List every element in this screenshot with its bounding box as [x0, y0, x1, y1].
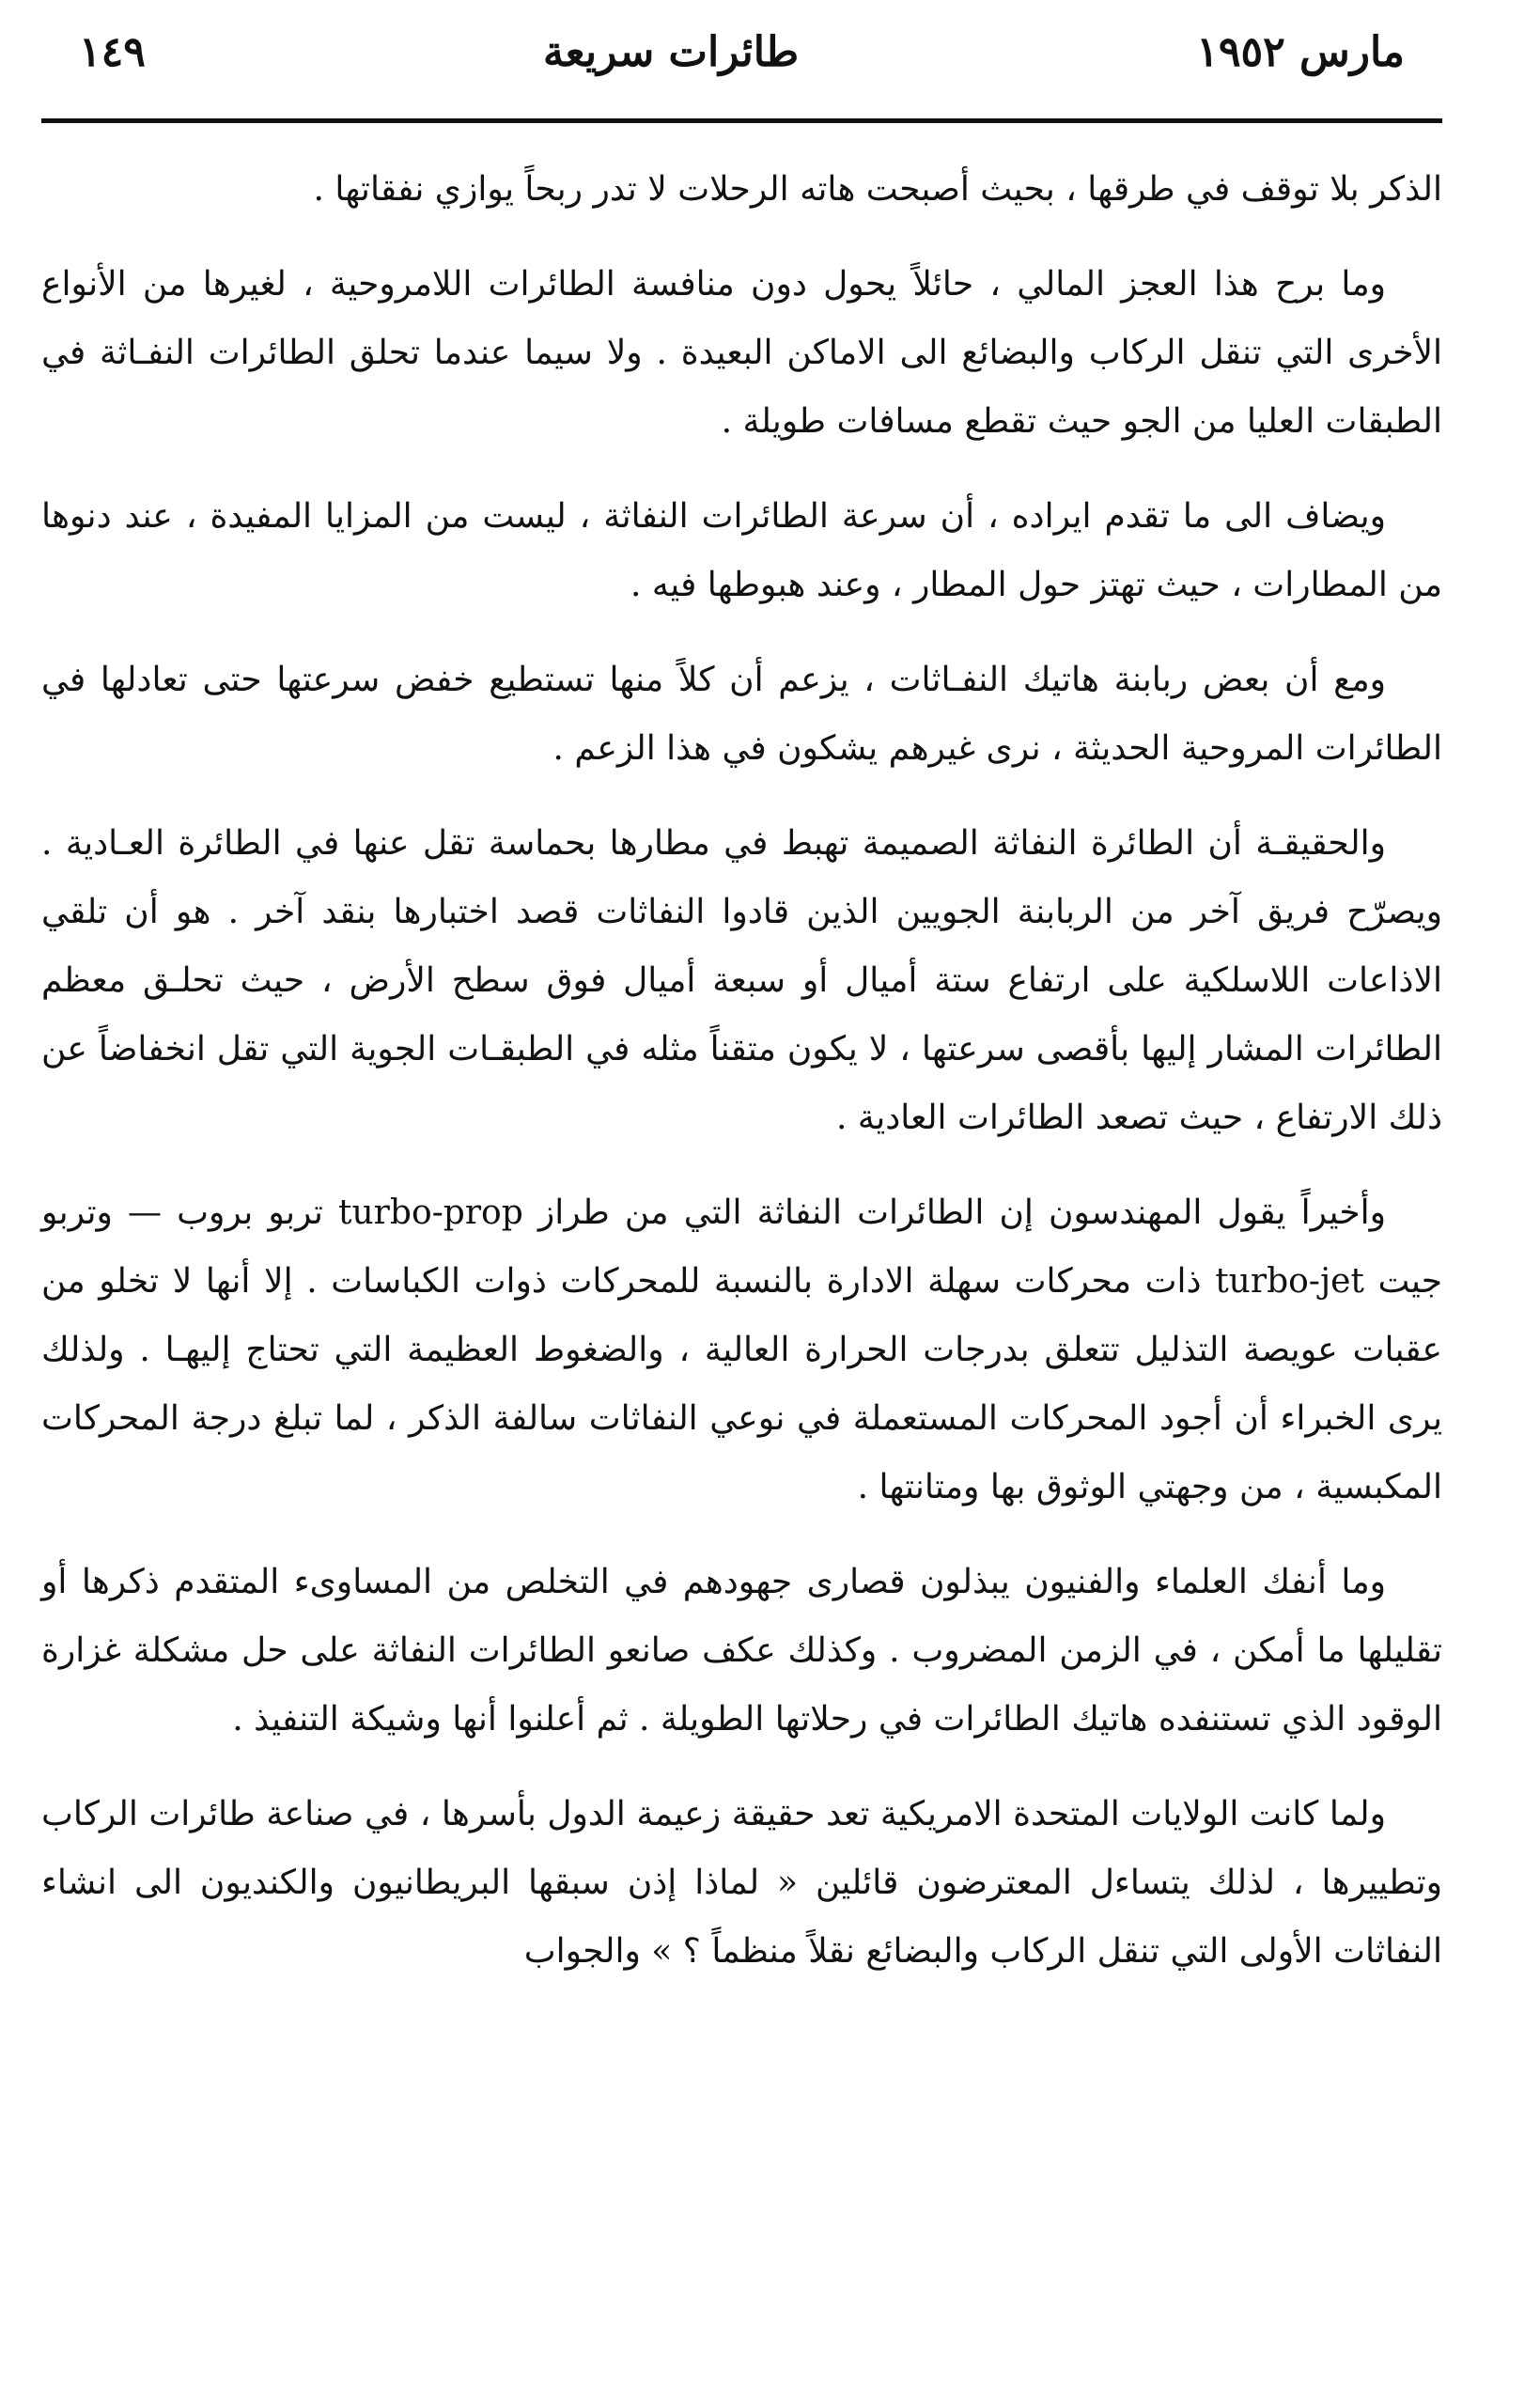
paragraph: وما أنفك العلماء والفنيون يبذلون قصارى جهودهم في التخلص من المساوىء المتقدم ذكرها أو تقليلها ما أمكن ، في الزمن المضروب . وكذلك عكف صانعو الطائرات النفاثة على حل مشكلة غزارة الوقود الذي تستنفده هاتيك الطائرات في رحلاتها الطويلة . ثم أعلنوا أنها وشيكة التنفيذ .	[41, 1563, 1442, 1739]
header-rule	[41, 118, 1442, 123]
header-title: طائرات سريعة	[543, 28, 800, 76]
running-head	[41, 28, 1442, 96]
paragraph: ولما كانت الولايات المتحدة الامريكية تعد حقيقة زعيمة الدول بأسرها ، في صناعة طائرات الركاب وتطييرها ، لذلك يتساءل المعترضون قائلين « لماذا إذن سبقها البريطانيون والكنديون الى انشاء النفاثات الأولى التي تنقل الركاب والبضائع نقلاً منظماً ؟ » والجواب	[41, 1795, 1442, 1971]
paragraph: الذكر بلا توقف في طرقها ، بحيث أصبحت هاته الرحلات لا تدر ربحاً يوازي نفقاتها .	[313, 170, 1442, 209]
paragraph: والحقيقـة أن الطائرة النفاثة الصميمة تهبط في مطارها بحماسة تقل عنها في الطائرة العـادية . ويصرّح فريق آخر من الربابنة الجويين الذين قادوا النفاثات قصد اختبارها بنقد آخر . هو أن تلقي الاذاعات اللاسلكية على ارتفاع ستة أميال أو سبعة أميال فوق سطح الأرض ، حيث تحلـق معظم الطائرات المشار إليها بأقصى سرعتها ، لا يكون متقناً مثله في الطبقـات الجوية التي تقل انخفاضاً عن ذلك الارتفاع ، حيث تصعد الطائرات العادية .	[41, 824, 1442, 1137]
paragraph: وأخيراً يقول المهندسون إن الطائرات النفاثة التي من طراز turbo-prop تربو بروب — وتربو جيت turbo-jet ذات محركات سهلة الادارة بالنسبة للمحركات ذوات الكباسات . إلا أنها لا تخلو من عقبات عويصة التذليل تتعلق بدرجات الحرارة العالية ، والضغوط العظيمة التي تحتاج إليهـا . ولذلك يرى الخبراء أن أجود المحركات المستعملة في نوعي النفاثات سالفة الذكر ، لما تبلغ درجة المحركات المكبسية ، من وجهتي الوثوق بها ومتانتها .	[41, 1193, 1442, 1506]
paragraph: ومع أن بعض ربابنة هاتيك النفـاثات ، يزعم أن كلاً منها تستطيع خفض سرعتها حتى تعادلها في الطائرات المروحية الحديثة ، نرى غيرهم يشكون في هذا الزعم .	[41, 661, 1442, 768]
page-number: ١٤٩	[79, 28, 146, 76]
paragraph: ويضاف الى ما تقدم ايراده ، أن سرعة الطائرات النفاثة ، ليست من المزايا المفيدة ، عند دنوها من المطارات ، حيث تهتز حول المطار ، وعند هبوطها فيه .	[41, 497, 1442, 604]
body-text	[41, 155, 1442, 1986]
header-date: مارس ١٩٥٢	[1196, 28, 1405, 76]
paragraph: وما برح هذا العجز المالي ، حائلاً يحول دون منافسة الطائرات اللامروحية ، لغيرها من الأنواع الأخرى التي تنقل الركاب والبضائع الى الاماكن البعيدة . ولا سيما عندما تحلق الطائرات النفـاثة في الطبقات العليا من الجو حيث تقطع مسافات طويلة .	[41, 265, 1442, 441]
